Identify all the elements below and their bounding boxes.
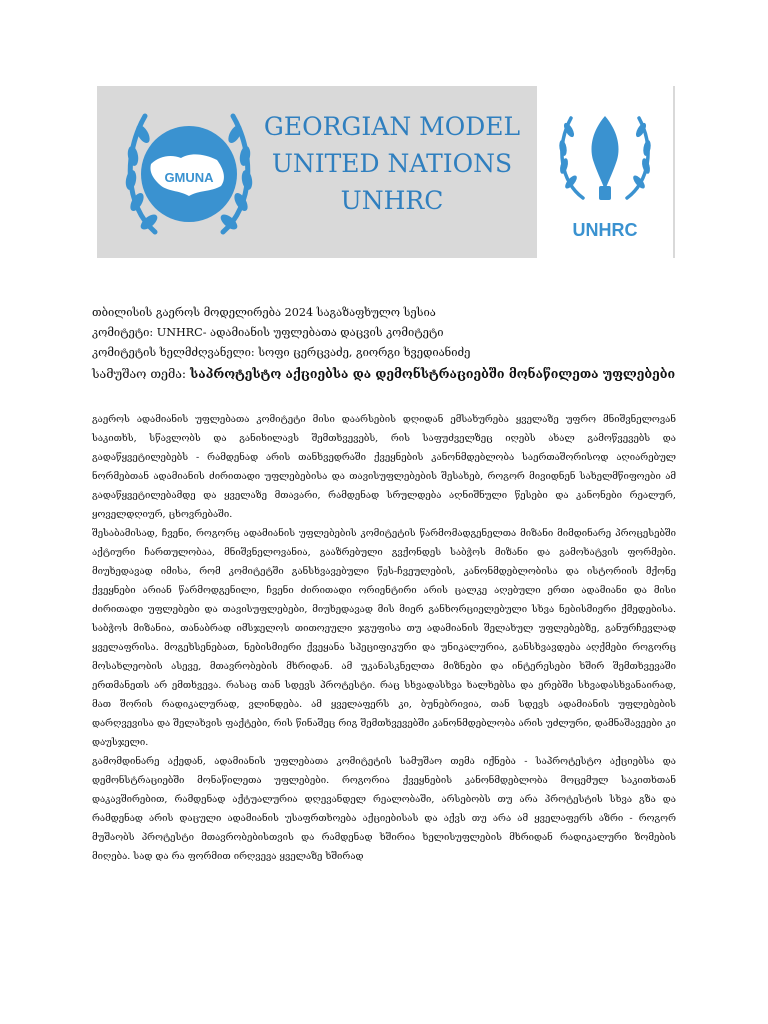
- banner-title-line-2: UNITED NATIONS: [271, 149, 513, 178]
- unhrc-logo: [537, 86, 673, 258]
- paragraph-1: გაეროს ადამიანის უფლებათა კომიტეტი მისი დაარსების დღიდან ემსახურება ყველაზე უფრო მნიშვნელოვან საკითხს, სწავლობს და განიხილავს შემთხვევებს, რის საფუძველზეც იღებს ახალ გამოწვევებს და გადაწყვეტილებებს - რამდენად არის თანხვედრაში ქვეყნების კანონმდებლობა საერთაშორისოდ აღიარებულ ნორმებთან ადამიანის ძირითადი უფლებებისა და თავისუფლებების შესახებ, როგორ მივიდნენ სახელმწიფოები ამ გადაწყვეტილებამდე და ყველაზე მთავარი, რამდენად სრულდება აღნიშნული წესები და კანონები რეალურ, ყოველდღიურ, ცხოვრებაში.: [92, 414, 676, 520]
- committee-label: კომიტეტი:: [92, 326, 154, 339]
- banner-title-line-1: GEORGIAN MODEL: [263, 112, 521, 141]
- unhrc-logo-text: UNHRC: [572, 220, 638, 240]
- topic-title: საპროტესტო აქციებსა და დემონსტრაციებში მონაწილეთა უფლებები: [190, 366, 676, 381]
- topic-label: სამუშაო თემა:: [92, 366, 187, 381]
- chairs-value: სოფი ცერცვაძე, გიორგი ხვედიანიძე: [258, 346, 471, 359]
- session-line: თბილისის გაეროს მოდელირება 2024 საგაზაფხულო სესია: [92, 306, 436, 319]
- topic-line: [92, 363, 692, 385]
- header-banner: [97, 86, 675, 258]
- body-text: [92, 410, 676, 866]
- paragraph-3: გამომდინარე აქედან, ადამიანის უფლებათა კომიტეტის სამუშაო თემა იქნება - საპროტესტო აქციებსა და დემონსტრაციებში მონაწილეთა უფლებები. როგორია ქვეყნების კანონმდებლობა მოცემულ საკითხთან დაკავშირებით, რამდენად აქტუალურია დღევანდელ რეალობაში, არსებობს თუ არა პროტესტის სხვა გზა და რამდენად არის დაცული ადამიანის უსაფრთხოება აქციებისას და აქვს თუ არა ამ ყველაფერს აზრი - როგორ მუშაობს პროტესტი მთავრობებისთვის და რამდენად ხშირია ხელისუფლების მხრიდან რადიკალური ზომების მიღება. სად და რა ფორმით ირღვევა ყველაზე ხშირად: [92, 756, 676, 862]
- committee-value: UNHRC- ადამიანის უფლებათა დაცვის კომიტეტი: [156, 326, 444, 339]
- paragraph-2: შესაბამისად, ჩვენი, როგორც ადამიანის უფლებების კომიტეტის წარმომადგენელთა მიზანი მიმდინარე პროცესებში აქტიური ჩართულობაა, მნიშვნელოვანია, გააზრებული გვქონდეს საბჭოს მიზანი და გამოხატვის ფორმები. მიუხედავად იმისა, რომ კომიტეტში განსხვავებული წეს-ჩვეულების, კანონმდებლობისა და ისტორიის მქონე ქვეყნები არიან წარმოდგენილი, ჩვენი ძირითადი ორიენტირი არის ცალკე აღებული ერთი ადამიანი და მისი ძირითადი უფლებები და თავისუფლებები, მიუხედავად მის მიერ განხორციელებული სხვა ნებისმიერი ქმედებისა. საბჭოს მიზანია, თანაბრად იმსჯელოს თითოეული ჯგუფისა თუ ადამიანის შელახულ უფლებებზე, განურჩევლად ყველაფრისა. მოგეხსენებათ, ნებისმიერი ქვეყანა სპეციფიკური და უნიკალურია, განსხვავდება აღქმები როგორც მოსახლეობის ასევე, მთავრობების მხრიდან. ამ უკანასკნელთა მიზნები და ინტერესები ხშირ შემთხვევაში ერთმანეთს არ ემთხვევა. რასაც თან სდევს პროტესტი. რაც სხვადასხვა ხალხებსა და ერებში სხვადასხვანაირად, მათ შორის რადიკალურად, ვლინდება. ამ ყველაფერს კი, ბუნებრივია, თან სდევს ადამიანის უფლებების დარღვევისა და შელახვის ფაქტები, რის წინაშეც რიგ შემთხვევებში კანონმდებლობა არის უძლური, დამნაშავეები კი დაუსჯელი.: [92, 528, 676, 748]
- meta-block: [92, 303, 692, 385]
- gmuna-logo: [119, 94, 259, 250]
- banner-title-line-3: UNHRC: [340, 186, 444, 215]
- banner-title: [247, 108, 537, 219]
- chairs-label: კომიტეტის ხელმძღვანელი:: [92, 346, 255, 359]
- committee-line: [92, 323, 692, 343]
- chairs-line: [92, 343, 692, 363]
- gmuna-logo-text: GMUNA: [164, 170, 214, 185]
